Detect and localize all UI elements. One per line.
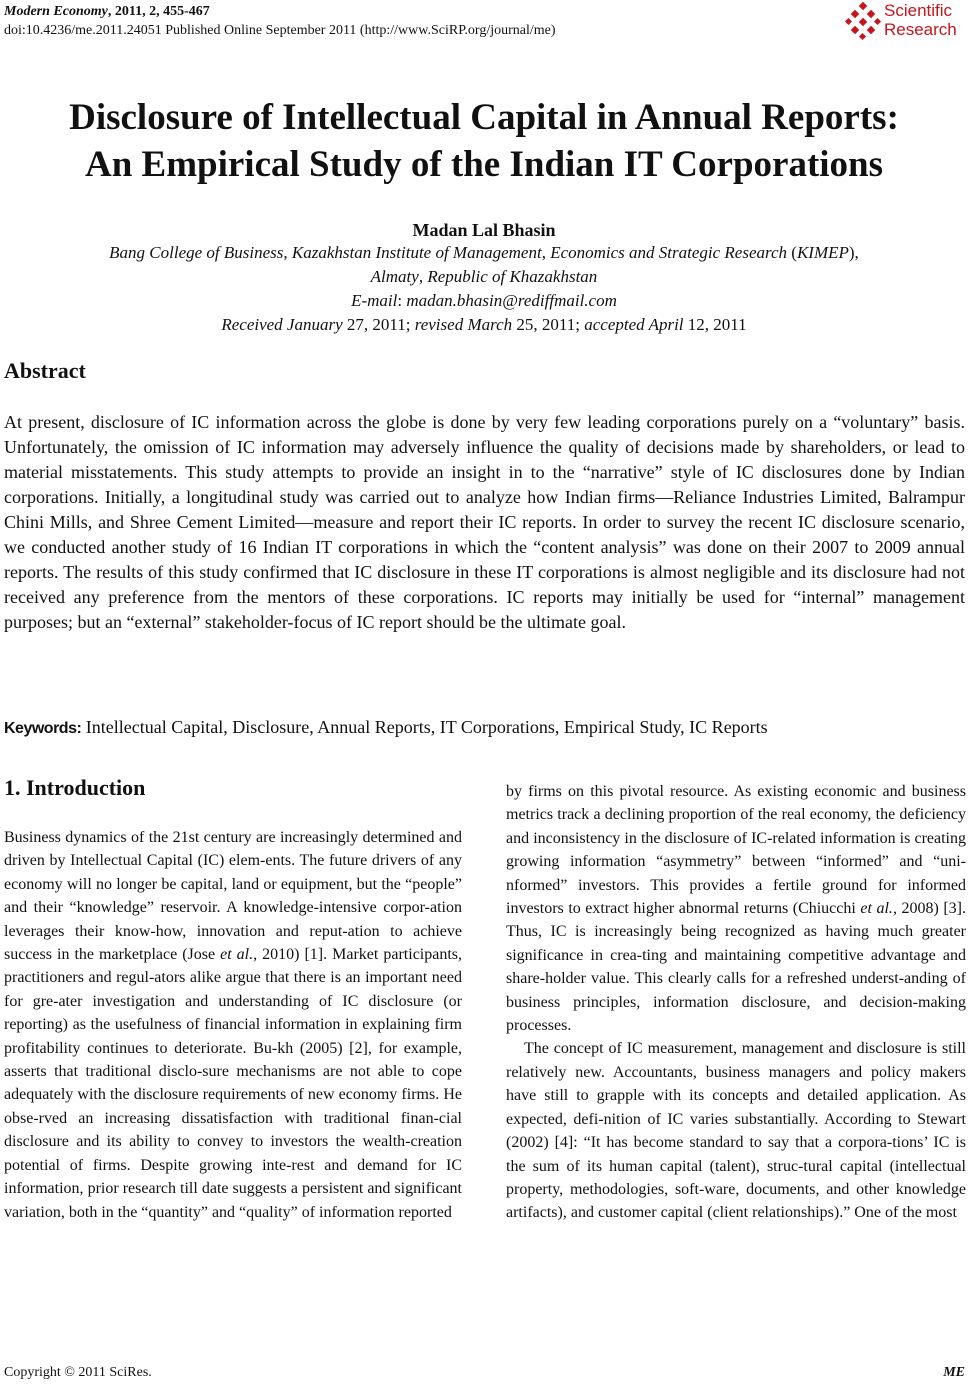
- copyright: Copyright © 2011 SciRes.: [4, 1365, 152, 1380]
- body-column-left: [4, 826, 462, 1224]
- received-date: 27, 2011;: [346, 315, 411, 334]
- revised-label: revised March: [414, 315, 513, 334]
- paragraph: [4, 826, 462, 1224]
- email-label: E-mail: [351, 291, 398, 310]
- affiliation-line: Bang College of Business, Kazakhstan Institute of Management, Economics and Strategic Research (KIMEP),: [109, 243, 859, 262]
- affiliation-block: [0, 241, 968, 337]
- email-line: E-mail: madan.bhasin@rediffmail.com: [351, 291, 617, 310]
- journal-volume: , 2011, 2, 455-467: [107, 4, 210, 19]
- text-run: by firms on this pivotal resource. As existing economic and business metrics track a declining proportion of the real economy, the deficiency and inconsistency in the disclosure of IC-related information is creating growing information “asymmetry” between “informed” and “uni-nformed” investors. This provides a fertile ground for informed investors to extract higher abnormal returns (Chiucchi: [506, 783, 966, 918]
- affiliation-org3: Economics and Strategic Research: [550, 243, 788, 262]
- received-label: Received January: [221, 315, 343, 334]
- logo-line-2: Research: [884, 20, 957, 39]
- affiliation-abbr: KIMEP: [796, 243, 849, 262]
- section-heading-introduction: 1. Introduction: [4, 775, 146, 800]
- text-run: , 2008) [3]. Thus, IC is increasingly being recognized as having much greater significance in crea-ting and maintaining competitive advantage and share-holder value. This clearly calls for a refreshed underst-anding of business principles, information disclosure, and decision-making processes.: [506, 900, 967, 1035]
- logo-mark-icon: [844, 2, 882, 42]
- abstract-text: At present, disclosure of IC information across the globe is done by very few leading corporations purely on a “voluntary” basis. Unfortunately, the omission of IC information may adversely influence the quality of decisions made by shareholders, or lead to material misstatements. This study attempts to provide an insight in to the “narrative” style of IC disclosures done by Indian corporations. Initially, a longitudinal study was carried out to analyze how Indian firms—Reliance Industries Limited, Balrampur Chini Mills, and Shree Cement Limited—measure and report their IC reports. In order to survey the recent IC disclosure scenario, we conducted another study of 16 Indian IT corporations in which the “content analysis” was done on their 2007 to 2009 annual reports. The results of this study confirmed that IC disclosure in these IT corporations is almost negligible and its disclosure had not received any preference from the mentors of these corporations. IC reports may initially be used for “internal” management purposes; but an “external” stakeholder-focus of IC report should be the ultimate goal.: [4, 412, 965, 632]
- running-header: [4, 2, 556, 40]
- author-email[interactable]: madan.bhasin@rediffmail.com: [406, 291, 617, 310]
- italic-run: et al.: [220, 946, 254, 964]
- affiliation-city: Almaty: [370, 267, 419, 286]
- dates-line: [0, 313, 968, 337]
- author-name: Madan Lal Bhasin: [412, 220, 556, 240]
- paper-title: [0, 94, 968, 188]
- page-footer: [4, 1365, 965, 1381]
- body-column-right: [506, 780, 966, 1225]
- text-run: Business dynamics of the 21st century are increasingly determined and driven by Intellectual Capital (IC) elem-ents. The future drivers of any economy will no longer be capital, land or equipment, but the “people” and their “knowledge” reservoir. A knowledge-intensive corpor-ation leverages their know-how, innovation and reput-ation to achieve success in the marketplace (Jose: [4, 829, 462, 964]
- text-run: , 2010) [1]. Market participants, practitioners and regul-ators alike argue that there is an important need for gre-ater investigation and understanding of IC disclosure (or reporting) as the usefulness of financial information in explaining firm profitability continues to deteriorate. Bu-kh (2005) [2], for example, asserts that traditional disclo-sure mechanisms are not able to cope adequately with the disclosure requirements of new economy firms. He obse-rved an increasing dissatisfaction with traditional finan-cial disclosure and its ability to convey to investors the wealth-creation potential of firms. Despite growing inte-rest and demand for IC information, prior research till date suggests a persistent and significant variation, both in the “quantity” and “quality” of information reported: [4, 946, 463, 1221]
- accepted-date: 12, 2011: [687, 315, 747, 334]
- abstract-heading: Abstract: [4, 358, 86, 383]
- journal-name: Modern Economy: [4, 4, 108, 19]
- paragraph: [506, 780, 966, 1037]
- affiliation-org2: Kazakhstan Institute of Management: [291, 243, 542, 262]
- keywords-label: Keywords:: [4, 720, 82, 737]
- location-line: Almaty, Republic of Khazakhstan: [370, 267, 598, 286]
- journal-abbr: ME: [943, 1365, 965, 1380]
- affiliation-org1: Bang College of Business: [109, 243, 284, 262]
- publisher-logo: [844, 0, 966, 44]
- italic-run: et al.: [860, 900, 893, 918]
- title-line-1: Disclosure of Intellectual Capital in Annual Reports:: [69, 97, 899, 138]
- affiliation-country: Republic of Khazakhstan: [427, 267, 598, 286]
- revised-date: 25, 2011;: [516, 315, 580, 334]
- doi-line: doi:10.4236/me.2011.24051 Published Online September 2011 (http://www.SciRP.org/journal/me): [4, 23, 556, 38]
- logo-line-1: Scientific: [884, 1, 953, 20]
- keywords-line: [4, 717, 768, 738]
- accepted-label: accepted April: [584, 315, 684, 334]
- keywords-text: Intellectual Capital, Disclosure, Annual Reports, IT Corporations, Empirical Study, IC Reports: [81, 717, 768, 737]
- title-line-2: An Empirical Study of the Indian IT Corporations: [84, 144, 884, 185]
- paragraph: The concept of IC measurement, management and disclosure is still relatively new. Accountants, business managers and policy makers have still to grapple with its concepts and detailed application. As expected, defi-nition of IC varies substantially. According to Stewart (2002) [4]: “It has become standard to say that a corpora-tions’ IC is the sum of its human capital (talent), struc-tural capital (intellectual property, methodologies, soft-ware, documents, and other knowledge artifacts), and customer capital (client relationships).” One of the most: [506, 1040, 966, 1222]
